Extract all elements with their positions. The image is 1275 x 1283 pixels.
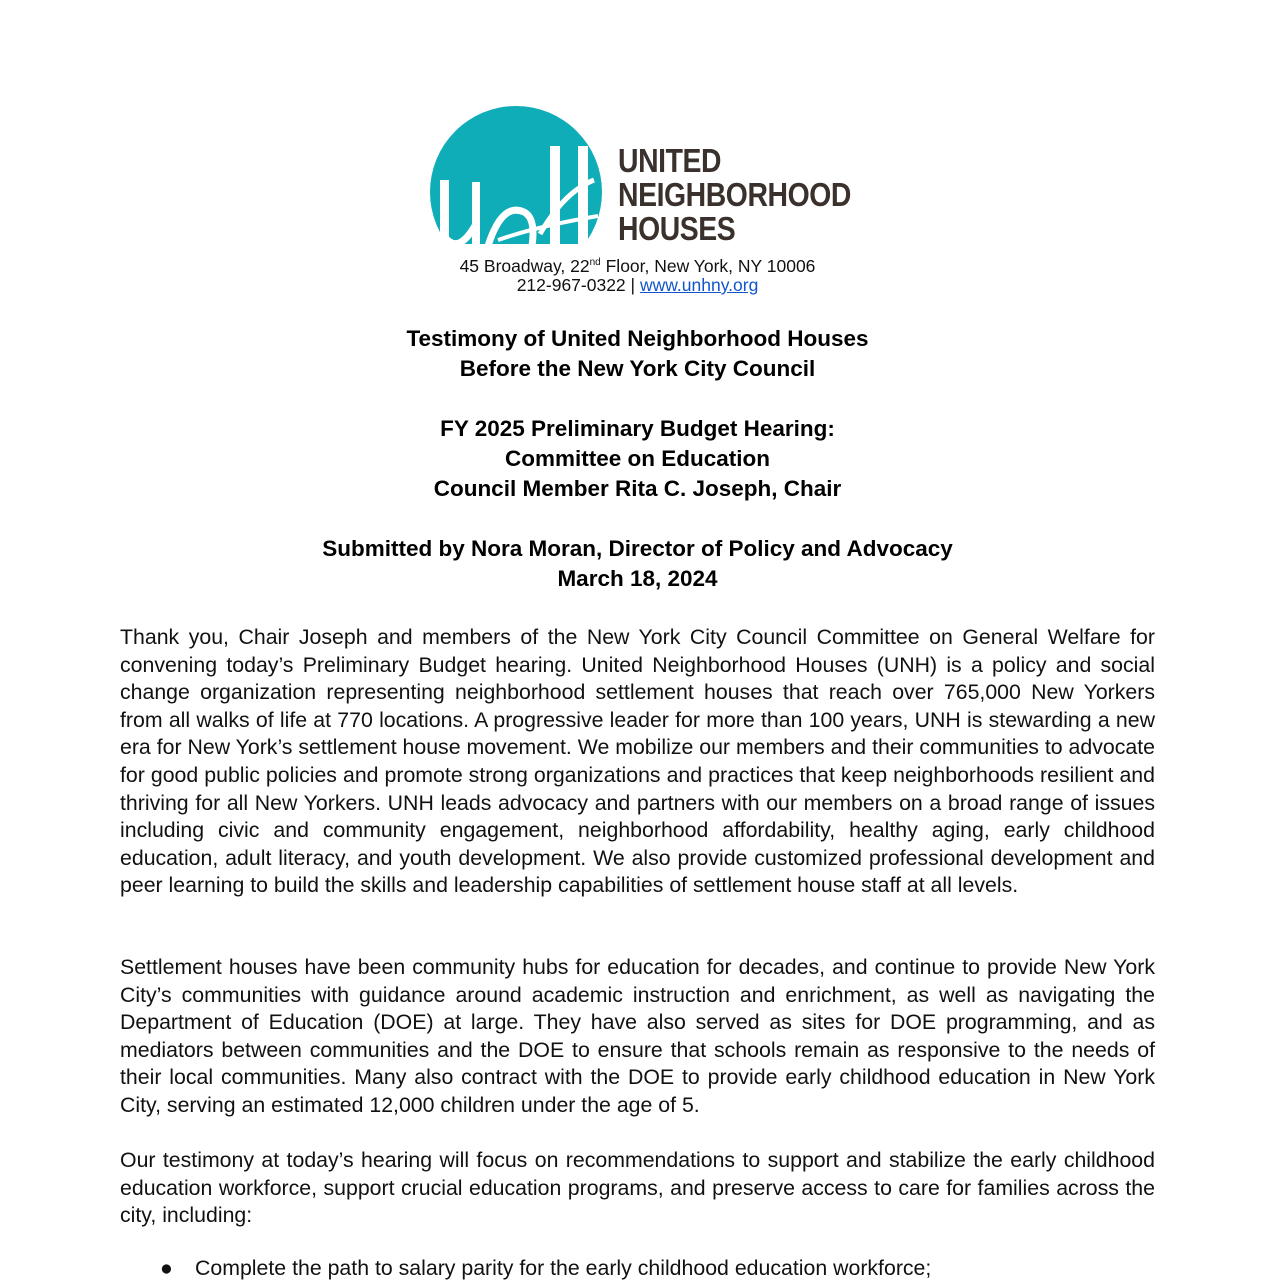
bullet-icon: ● — [160, 1256, 173, 1280]
street-sup: nd — [589, 257, 601, 268]
submission-date: March 18, 2024 — [557, 566, 718, 591]
logo-line-1: UNITED — [618, 142, 722, 179]
unh-logo — [428, 106, 851, 248]
testimony-title: Testimony of United Neighborhood Houses — [406, 326, 869, 351]
paragraph-recommendations: Our testimony at today’s hearing will focus on recommendations to support and stabilize the early childhood education workforce, support crucial education programs, and preserve access to care for families across the city, including: — [120, 1148, 1155, 1228]
contact-line — [0, 274, 1275, 297]
website-link[interactable]: www.unhny.org — [639, 275, 759, 295]
bullet-text: Complete the path to salary parity for the early childhood education workforce; — [195, 1256, 932, 1280]
submitted-by: Submitted by Nora Moran, Director of Policy and Advocacy — [322, 536, 953, 561]
phone-number: 212-967-0322 | — [516, 275, 640, 295]
hearing-chair: Council Member Rita C. Joseph, Chair — [433, 476, 842, 501]
street-pre: 45 Broadway, 22 — [459, 256, 590, 276]
testimony-subtitle: Before the New York City Council — [459, 356, 816, 381]
paragraph-intro: Thank you, Chair Joseph and members of the New York City Council Committee on General Welfare for convening today’s Preliminary Budget hearing. United Neighborhood Houses (UNH) is a policy and social change organization representing neighborhood settlement houses that reach over 765,000 New Yorkers from all walks of life at 770 locations. A progressive leader for more than 100 years, UNH is stewarding a new era for New York’s settlement house movement. We mobilize our members and their communities to advocate for good public policies and promote strong organizations and practices that keep neighborhoods resilient and thriving for all New Yorkers. UNH leads advocacy and partners with our members on a broad range of issues including civic and community engagement, neighborhood affordability, healthy aging, early childhood education, adult literacy, and youth development. We also provide customized professional development and peer learning to build the skills and leadership capabilities of settlement house staff at all levels. — [120, 625, 1155, 898]
logo-line-2: NEIGHBORHOOD — [618, 176, 851, 213]
logo-wordmark — [618, 144, 851, 246]
hearing-committee: Committee on Education — [504, 446, 770, 471]
hearing-title: FY 2025 Preliminary Budget Hearing: — [440, 416, 835, 441]
unh-logo-mark — [428, 106, 608, 248]
street-post: Floor, New York, NY 10006 — [600, 256, 816, 276]
logo-line-3: HOUSES — [618, 210, 736, 247]
paragraph-settlement-houses: Settlement houses have been community hubs for education for decades, and continue to provide New York City’s communities with guidance around academic instruction and enrichment, as well as navigating the Department of Education (DOE) at large. They have also served as sites for DOE programming, and as mediators between communities and the DOE to ensure that schools remain as responsive to the needs of their local communities. Many also contract with the DOE to provide early childhood education in New York City, serving an estimated 12,000 children under the age of 5. — [120, 955, 1155, 1117]
